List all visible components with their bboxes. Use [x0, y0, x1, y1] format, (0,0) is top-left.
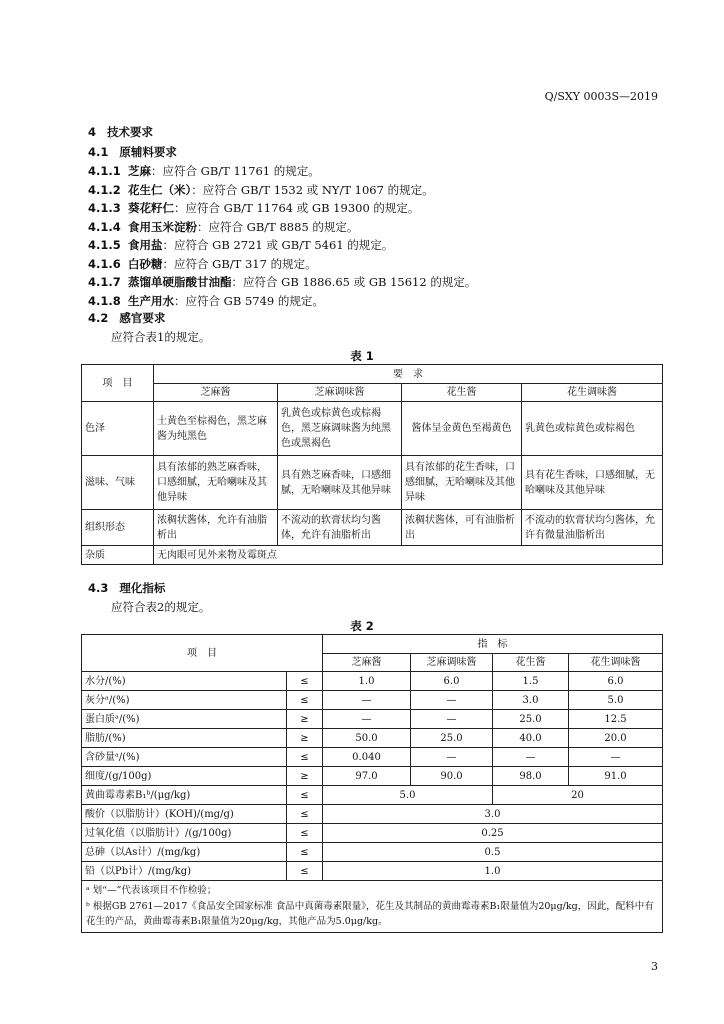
- table2-cell: 6.0: [569, 672, 663, 691]
- table1-row-label: 组织形态: [82, 510, 154, 546]
- clause-4-1-item: 4.1.5 食用盐：应符合 GB 2721 或 GB/T 5461 的规定。: [88, 238, 394, 252]
- table2-row-label: 脂肪/(%): [82, 729, 287, 748]
- table2-item-header: 项 目: [82, 635, 323, 672]
- clause-4-1-item: 4.1.4 食用玉米淀粉：应符合 GB/T 8885 的规定。: [88, 219, 359, 234]
- table2-col-header: 花生调味酱: [569, 654, 663, 672]
- table2-row-label: 蛋白质ᵃ/(%): [82, 710, 287, 729]
- table1-cell: 具有熟芝麻香味，口感细腻，无哈喇味及其他异味: [278, 456, 402, 510]
- table2-row: [82, 748, 663, 767]
- table2-caption: 表 2: [350, 619, 374, 633]
- table2-comparator: ≤: [287, 691, 323, 710]
- table2-cell: 97.0: [323, 767, 411, 786]
- table2-cell: 0.040: [323, 748, 411, 767]
- section-4-1-heading: 4.1 原辅料要求: [88, 145, 177, 159]
- table2-row: [82, 729, 663, 748]
- table2-cell: 50.0: [323, 729, 411, 748]
- table2-row-label: 过氧化值（以脂肪计）/(g/100g): [82, 824, 287, 843]
- table1-item-header: 项 目: [82, 365, 154, 402]
- table2-row-label: 总砷（以As计）/(mg/kg): [82, 843, 287, 862]
- clause-4-1-item: 4.1.2 花生仁（米）：应符合 GB/T 1532 或 NY/T 1067 的规定。: [88, 182, 434, 197]
- document-code: Q/SXY 0003S—2019: [544, 90, 658, 103]
- table1-col-header: 花生酱: [402, 384, 522, 402]
- section-4-2-text: 应符合表1的规定。: [111, 330, 211, 344]
- table2-comparator: ≤: [287, 843, 323, 862]
- table2-cell: —: [411, 691, 493, 710]
- table1-row-label: 滋味、气味: [82, 456, 154, 510]
- table1-cell: 不流动的软膏状均匀酱体，允许有油脂析出: [278, 510, 402, 546]
- table2-note-a: ᵃ 划“—”代表该项目不作检验；: [86, 885, 217, 896]
- table2-row: [82, 672, 663, 691]
- table2-row: [82, 824, 663, 843]
- clause-4-1-item: 4.1.1 芝麻：应符合 GB/T 11761 的规定。: [88, 164, 320, 178]
- table2-row: [82, 710, 663, 729]
- table2-cell: 1.0: [323, 672, 411, 691]
- table1-cell: 乳黄色或棕黄色或棕褐色: [522, 402, 663, 456]
- table2-cell: 25.0: [493, 710, 569, 729]
- table2-note-b: ᵇ 根据GB 2761—2017《食品安全国家标准 食品中真菌毒素限量》，花生及其制品的黄曲霉毒素B₁限量值为20μg/kg，因此，配料中有花生的产品，黄曲霉毒素B₁限量值为20μg/kg，其他产品为5.0μg/kg。: [86, 900, 654, 928]
- table2-cell: 1.5: [493, 672, 569, 691]
- table1-caption: 表 1: [350, 349, 374, 363]
- table1-cell: 具有浓郁的花生香味，口感细腻，无哈喇味及其他异味: [402, 456, 522, 510]
- table2-cell: 20.0: [569, 729, 663, 748]
- table1-cell: 不流动的软膏状均匀酱体，允许有微量油脂析出: [522, 510, 663, 546]
- table2-row: [82, 862, 663, 881]
- table1-cell: 浓稠状酱体，允许有油脂析出: [154, 510, 278, 546]
- table-1: [81, 364, 663, 565]
- table1-cell: 浓稠状酱体，可有油脂析出: [402, 510, 522, 546]
- table2-comparator: ≤: [287, 862, 323, 881]
- table-2: [81, 634, 663, 933]
- table2-comparator: ≥: [287, 729, 323, 748]
- table2-index-header: 指 标: [323, 635, 663, 654]
- table2-cell: 91.0: [569, 767, 663, 786]
- table1-row: [82, 510, 663, 546]
- clause-4-1-item: 4.1.3 葵花籽仁：应符合 GB/T 11764 或 GB 19300 的规定。: [88, 201, 420, 215]
- clause-4-1-item: 4.1.8 生产用水：应符合 GB 5749 的规定。: [88, 293, 324, 308]
- table2-row: [82, 843, 663, 862]
- table2-row: [82, 767, 663, 786]
- clause-4-1-item: 4.1.7 蒸馏单硬脂酸甘油酯：应符合 GB 1886.65 或 GB 15612 的规定。: [88, 275, 477, 289]
- table2-merged-value: 0.5: [323, 843, 663, 862]
- table2-cell: —: [493, 748, 569, 767]
- table2-cell: 12.5: [569, 710, 663, 729]
- table2-comparator: ≤: [287, 672, 323, 691]
- table1-cell: 乳黄色或棕黄色或棕褐色，黑芝麻调味酱为纯黑色或黑褐色: [278, 402, 402, 456]
- table2-aflatoxin-sesame: 5.0: [323, 786, 493, 805]
- table2-row-label: 水分/(%): [82, 672, 287, 691]
- table1-requirements-header: 要 求: [154, 365, 663, 384]
- table1-cell: 土黄色至棕褐色，黑芝麻酱为纯黑色: [154, 402, 278, 456]
- table2-comparator: ≤: [287, 805, 323, 824]
- table1-row: [82, 402, 663, 456]
- table1-impurity-text: 无肉眼可见外来物及霉斑点: [154, 546, 663, 565]
- table1-col-header: 花生调味酱: [522, 384, 663, 402]
- table2-row-label: 含砂量ᵃ/(%): [82, 748, 287, 767]
- table2-cell: 25.0: [411, 729, 493, 748]
- table2-notes: [82, 881, 663, 933]
- table2-comparator: ≥: [287, 710, 323, 729]
- table2-comparator: ≤: [287, 748, 323, 767]
- table2-cell: —: [569, 748, 663, 767]
- section-4-3-heading: 4.3 理化指标: [88, 581, 166, 595]
- table2-cell: 3.0: [493, 691, 569, 710]
- table1-cell: 酱体呈金黄色至褐黄色: [402, 402, 522, 456]
- table2-cell: 98.0: [493, 767, 569, 786]
- table2-row: [82, 691, 663, 710]
- table2-cell: 40.0: [493, 729, 569, 748]
- table1-cell: 具有浓郁的熟芝麻香味，口感细腻，无哈喇味及其他异味: [154, 456, 278, 510]
- table2-row-label: 细度/(g/100g): [82, 767, 287, 786]
- table2-row-label: 灰分ᵃ/(%): [82, 691, 287, 710]
- table2-merged-value: 1.0: [323, 862, 663, 881]
- table2-row-label: 铅（以Pb计）/(mg/kg): [82, 862, 287, 881]
- table2-cell: —: [411, 748, 493, 767]
- table2-cell: 5.0: [569, 691, 663, 710]
- table1-col-header: 芝麻调味酱: [278, 384, 402, 402]
- table2-comparator: ≥: [287, 767, 323, 786]
- table2-cell: —: [411, 710, 493, 729]
- table2-cell: 90.0: [411, 767, 493, 786]
- clause-4-1-item: 4.1.6 白砂糖：应符合 GB/T 317 的规定。: [88, 256, 317, 271]
- table1-col-header: 芝麻酱: [154, 384, 278, 402]
- table2-row: [82, 805, 663, 824]
- table1-row-label: 色泽: [82, 402, 154, 456]
- table2-col-header: 花生酱: [493, 654, 569, 672]
- table1-cell: 具有花生香味，口感细腻，无哈喇味及其他异味: [522, 456, 663, 510]
- table2-merged-value: 0.25: [323, 824, 663, 843]
- section-4-3-text: 应符合表2的规定。: [111, 600, 211, 614]
- table1-row: [82, 456, 663, 510]
- table2-comparator: ≤: [287, 786, 323, 805]
- table2-col-header: 芝麻调味酱: [411, 654, 493, 672]
- table2-cell: —: [323, 691, 411, 710]
- page-number: 3: [651, 960, 658, 973]
- table2-row-label: 黄曲霉毒素B₁ᵇ/(μg/kg): [82, 786, 287, 805]
- table2-col-header: 芝麻酱: [323, 654, 411, 672]
- table2-cell: —: [323, 710, 411, 729]
- table2-aflatoxin-peanut: 20: [493, 786, 663, 805]
- section-4-2-heading: 4.2 感官要求: [88, 311, 166, 325]
- table1-row-label: 杂质: [82, 546, 154, 565]
- table2-comparator: ≤: [287, 824, 323, 843]
- table2-merged-value: 3.0: [323, 805, 663, 824]
- table2-row-label: 酸价（以脂肪计）(KOH)/(mg/g): [82, 805, 287, 824]
- table2-cell: 6.0: [411, 672, 493, 691]
- section-4-heading: 4 技术要求: [88, 125, 153, 139]
